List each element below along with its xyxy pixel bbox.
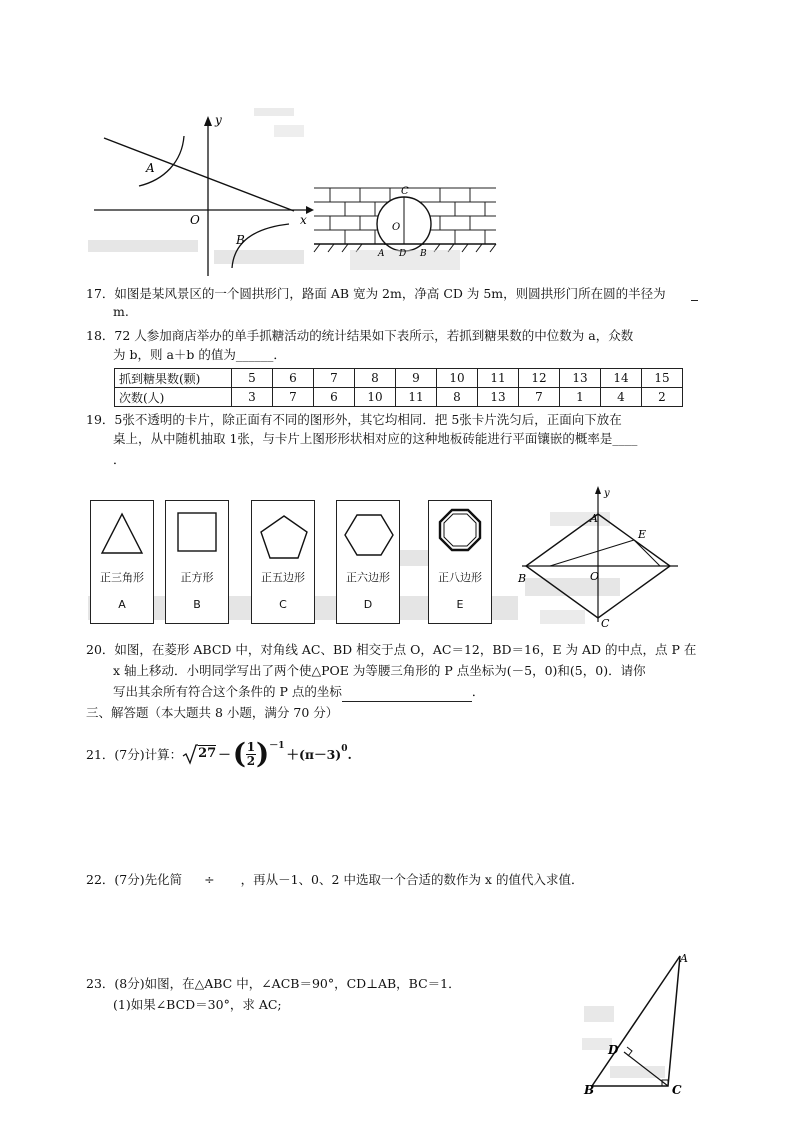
table-cell: 13 [560,369,601,388]
candy-stat-table [114,368,683,407]
pentagon-icon [258,513,310,561]
q23-line1: 23．(8分)如图，在△ABC 中，∠ACB＝90°，CD⊥AB，BC＝1． [86,976,461,991]
table-cell: 6 [273,369,314,388]
triangle-icon [99,511,145,557]
card-label: 正三角形 [100,571,144,584]
q19-line1: 19．5张不透明的卡片，除正面有不同的图形外，其它均相同．把 5张卡片洗匀后，正面向下放在 [86,412,622,427]
q18-line1: 18．72 人参加商店举办的单手抓糖活动的统计结果如下表所示，若抓到糖果数的中位数为 a，众数 [86,328,634,343]
label-b: B [518,572,527,585]
q17-line2: m. [113,304,129,319]
card-label: 正六边形 [346,571,390,584]
card-letter: C [279,598,287,611]
q20-line3: 写出其余所有符合这个条件的 P 点的坐标 [113,684,342,699]
q20-line3-end: ． [471,684,485,699]
table-cell: 13 [478,388,519,407]
table-row-candies [115,369,683,388]
card-triangle [90,500,154,624]
label-a: A [680,952,688,965]
card-label: 正方形 [180,571,214,584]
table-cell: 3 [232,388,273,407]
q20-answer-blank [342,683,472,702]
triangle-abc-figure [580,948,704,1098]
table-cell: 8 [355,369,396,388]
card-hexagon [336,500,400,624]
q18-line2: 为 b，则 a＋b 的值为______． [113,347,286,362]
card-letter: B [193,598,201,611]
label-d: D [608,1043,619,1057]
table-cell: 14 [601,369,642,388]
q21-minus: － [218,747,231,762]
left-paren: ( [232,737,246,770]
q21-exp2: 0 [341,744,348,754]
label-a: A [378,249,385,259]
q23-line2: (1)如果∠BCD＝30°，求 AC; [113,997,282,1012]
table-cell: 7 [273,388,314,407]
rhombus-graph-figure [510,482,680,632]
label-o: O [190,213,200,227]
q17-line1: 17．如图是某风景区的一个圆拱形门，路面 AB 宽为 2m，净高 CD 为 5m，则圆拱形门所在圆的半径为 [86,286,666,301]
label-x: x [300,213,307,227]
card-letter: D [363,598,373,611]
section3-heading: 三、解答题（本大题共 8 小题，满分 70 分） [86,705,339,720]
label-b: B [236,233,245,247]
card-square [165,500,229,624]
label-o: O [590,570,600,583]
q20-line3-wrap [113,683,484,702]
label-e: E [638,528,647,541]
q21-plus-term: ＋(π－3) [286,747,342,762]
card-letter: A [118,598,126,611]
q21-fraction [246,741,256,768]
label-b: B [584,1083,595,1097]
square-icon [174,509,220,555]
table-header-candies: 抓到糖果数(颗) [115,369,232,388]
octagon-icon [437,507,483,553]
hexagon-icon [342,511,396,559]
label-o: O [392,222,401,233]
table-cell: 5 [232,369,273,388]
right-paren: ) [255,737,270,770]
q21-frac-num: 1 [246,739,256,754]
q22-line [86,871,583,889]
q20-line2: x 轴上移动．小明同学写出了两个使△POE 为等腰三角形的 P 点坐标为(－5，0)和(5，0)．请你 [113,663,646,678]
table-cell: 2 [642,388,683,407]
label-c: C [601,617,610,630]
card-pentagon [251,500,315,624]
label-c: C [672,1083,682,1097]
q22-div: ÷ [204,872,215,887]
q21-radicand: 27 [198,746,217,761]
label-b: B [420,249,427,259]
q20-line1: 20．如图，在菱形 ABCD 中，对角线 AC、BD 相交于点 O，AC＝12，BD＝16，E 为 AD 的中点，点 P 在 [86,642,697,657]
q21-prefix: 21．(7分)计算： [86,747,183,762]
arch-door-figure [310,178,500,278]
table-cell: 11 [478,369,519,388]
card-octagon [428,500,492,624]
q21-exp1: －1 [269,741,285,751]
table-cell: 11 [396,388,437,407]
table-cell: 15 [642,369,683,388]
q19-line2: 桌上，从中随机抽取 1张，与卡片上图形形状相对应的这种地板砖能进行平面镶嵌的概率是____ [113,431,638,446]
label-c: C [401,186,409,197]
table-cell: 10 [437,369,478,388]
table-cell: 1 [560,388,601,407]
table-row-counts [115,388,683,407]
table-header-counts: 次数(人) [115,388,232,407]
table-cell: 4 [601,388,642,407]
q17-blank [691,300,698,301]
label-y: y [215,113,222,127]
card-label: 正五边形 [261,571,305,584]
line-ab [104,138,294,211]
label-a: A [146,161,155,175]
label-y: y [604,488,610,499]
table-cell: 6 [314,388,355,407]
q21-frac-den: 2 [246,753,256,768]
label-a: A [590,512,598,525]
table-cell: 8 [437,388,478,407]
table-cell: 12 [519,369,560,388]
table-cell: 10 [355,388,396,407]
q22-text1: 22．(7分)先化简 [86,872,183,887]
card-letter: E [456,598,464,611]
q21-end: . [347,746,352,762]
label-d: D [399,249,407,259]
table-cell: 7 [314,369,355,388]
q21-expression [86,736,352,772]
table-cell: 7 [519,388,560,407]
sqrt-icon [182,743,198,765]
q22-text2: ，再从－1、0、2 中选取一个合适的数作为 x 的值代入求值． [240,872,584,887]
hyperbola-graph-figure [84,100,314,280]
table-cell: 9 [396,369,437,388]
card-label: 正八边形 [438,571,482,584]
q19-line3: ． [113,452,126,467]
